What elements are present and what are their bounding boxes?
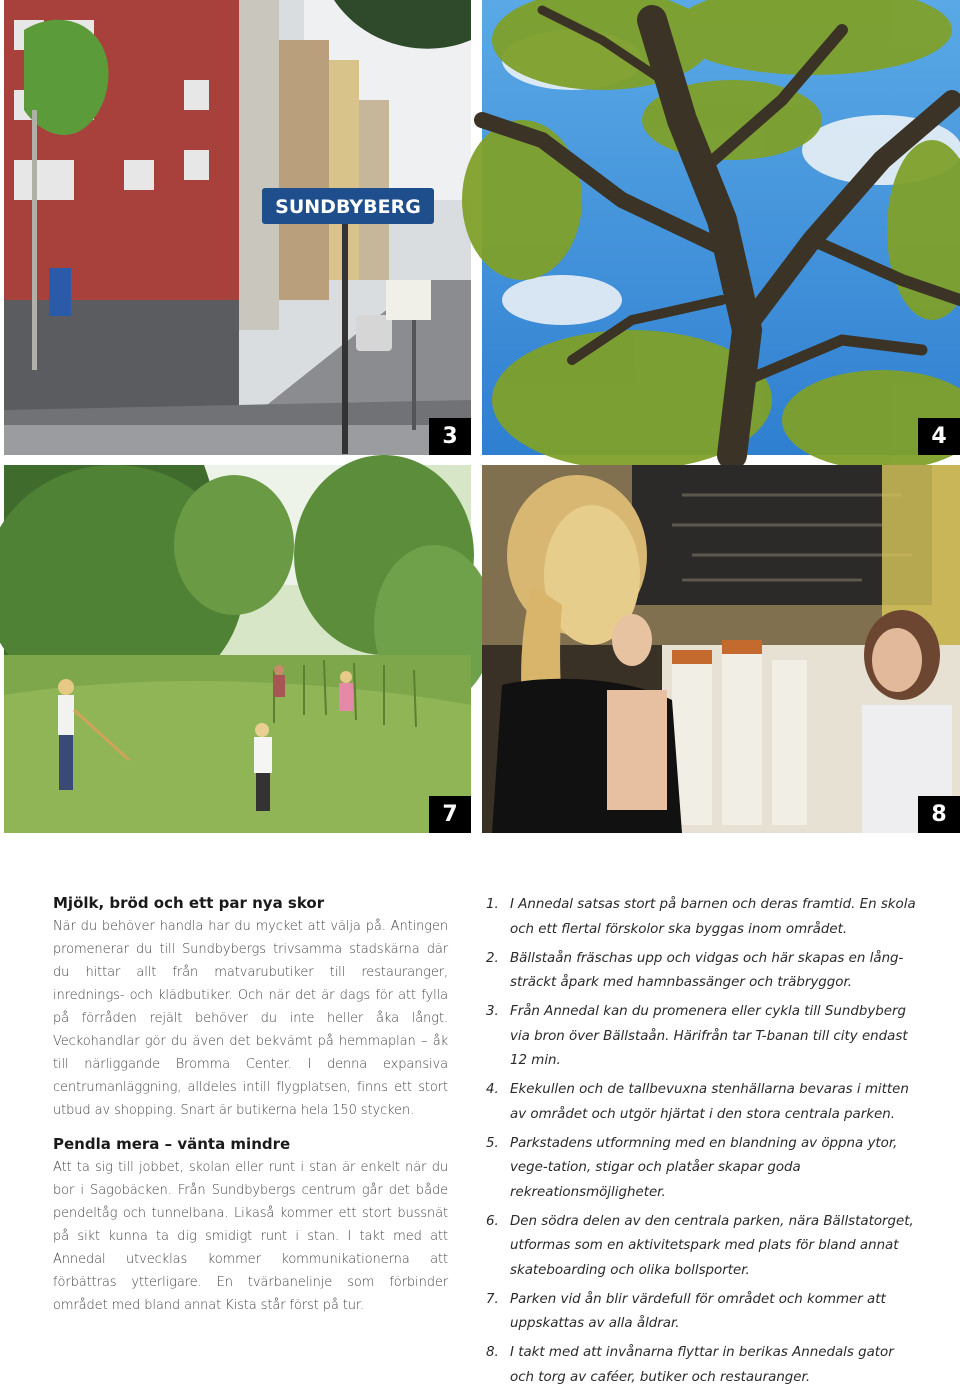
- photo-number-badge: 4: [918, 418, 960, 455]
- photo-number-badge: 8: [918, 796, 960, 833]
- photo-cafe: [482, 465, 960, 833]
- photo-children-pond: [4, 465, 471, 833]
- list-item: 8. I takt med att invånarna flyttar in berikas Annedals gator och torg av caféer, butiker och restauranger.: [486, 1345, 894, 1385]
- photo-oak-tree: [482, 0, 960, 455]
- photo-street-sundbyberg: [4, 0, 471, 455]
- numbered-list: [486, 893, 916, 1390]
- section-heading: Pendla mera – vänta mindre: [53, 1135, 291, 1153]
- list-item: 3. Från Annedal kan du promenera eller cykla till Sundbyberg via bron över Bällstaån. Härifrån tar T-banan till city endast 12 min.: [486, 1004, 908, 1068]
- sundbyberg-sign-text: SUNDBYBERG: [275, 196, 421, 218]
- list-item: 1. I Annedal satsas stort på barnen och deras framtid. En skola och ett flertal förskolor ska byggas inom området.: [486, 897, 916, 937]
- list-item: 5. Parkstadens utformning med en blandning av öppna ytor, vege-tation, stigar och platåer skapar goda rekreationsmöjligheter.: [486, 1135, 898, 1200]
- section-heading: Mjölk, bröd och ett par nya skor: [53, 894, 325, 912]
- list-item: 6. Den södra delen av den centrala parken, nära Bällstatorget, utformas som en aktivitetspark med plats för bland annat skateboarding och olika bollsporter.: [486, 1213, 914, 1278]
- photo-number-badge: 3: [429, 418, 471, 455]
- section-body: När du behöver handla har du mycket att välja på. Antingen promenerar du till Sundbybergs trivsamma stadskärna där du hittar allt från matvarubutiker till restauranger, inrednings- och klädbutiker. Och när det är dags för att fylla på förråden rejält behöver du inte heller åka långt. Veckohandlar gör du även det bekvämt på hemmaplan – åk till närliggande Bromma Center. I denna expansiva centrumanläggning, alldeles intill flygplatsen, finns ett stort utbud av shopping. Snart är butikerna hela 150 stycken.: [53, 919, 448, 1118]
- list-item: 2. Bällstaån fräschas upp och vidgas och här skapas en lång-sträckt åpark med hamnbassänger och träbryggor.: [486, 950, 904, 990]
- list-item: 7. Parken vid ån blir värdefull för området och kommer att uppskattas av alla åldrar.: [486, 1291, 886, 1331]
- section-body: Att ta sig till jobbet, skolan eller runt i stan är enkelt när du bor i Sagobäcken. Från Sundbybergs centrum går det både pendeltåg och tunnelbana. Likaså kommer ett stort bussnät på sikt kunna ta dig smidigt runt i stan. I takt med att Annedal utvecklas kommer kommunikationerna att förbättras ytterligare. En tvärbanelinje som förbinder området med bland annat Kista står först på tur.: [53, 1160, 448, 1313]
- numbered-list-column: [486, 893, 916, 1395]
- left-text-column: [53, 893, 448, 1317]
- photo-number-badge: 7: [429, 796, 471, 833]
- list-item: 4. Ekekullen och de tallbevuxna stenhällarna bevaras i mitten av området och utgör hjärtat i den stora centrala parken.: [486, 1082, 909, 1122]
